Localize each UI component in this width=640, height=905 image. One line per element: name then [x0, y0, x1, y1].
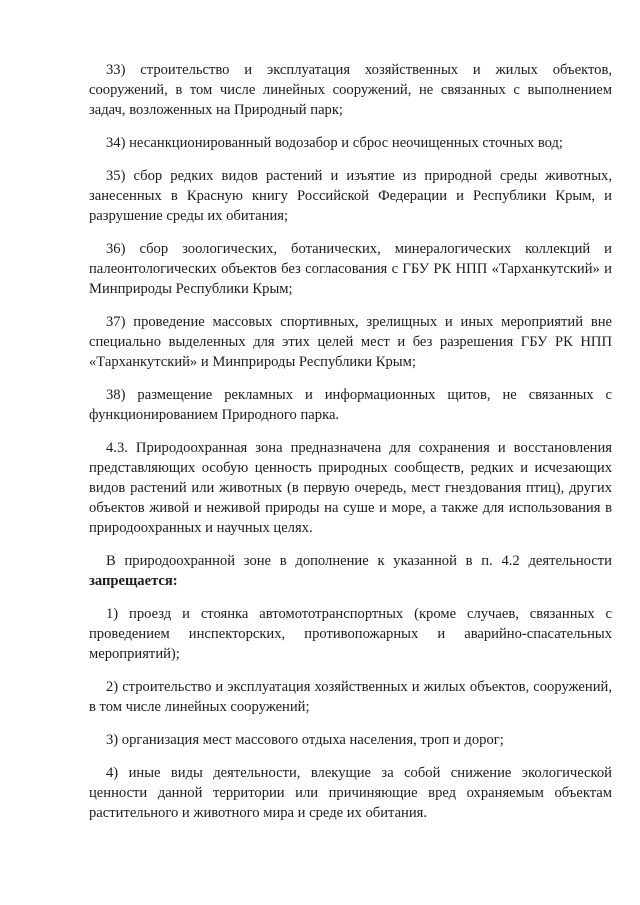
zone-intro-paragraph [89, 551, 612, 591]
list-item-34: 34) несанкционированный водозабор и сброс неочищенных сточных вод; [106, 135, 563, 151]
list-item-38: 38) размещение рекламных и информационных щитов, не связанных с функционированием Природного парка. [89, 387, 612, 423]
zone-intro-text: В природоохранной зоне в дополнение к указанной в п. 4.2 деятельности [106, 553, 612, 569]
zone-list-item-2: 2) строительство и эксплуатация хозяйственных и жилых объектов, сооружений, в том числе линейных сооружений; [89, 679, 612, 715]
zone-list-item-1: 1) проезд и стоянка автомототранспортных (кроме случаев, связанных с проведением инспекторских, противопожарных и аварийно-спасательных мероприятий); [89, 606, 612, 662]
list-item-37: 37) проведение массовых спортивных, зрелищных и иных мероприятий вне специально выделенных для этих целей мест и без разрешения ГБУ РК НПП «Тарханкутский» и Минприроды Республики Крым; [89, 314, 612, 370]
list-item-33: 33) строительство и эксплуатация хозяйственных и жилых объектов, сооружений, в том числе линейных сооружений, не связанных с выполнением задач, возложенных на Природный парк; [89, 62, 612, 118]
document-body [89, 60, 612, 823]
zone-list-item-3: 3) организация мест массового отдыха населения, троп и дорог; [106, 732, 504, 748]
zone-intro-colon: : [172, 573, 178, 589]
list-item-35: 35) сбор редких видов растений и изъятие из природной среды животных, занесенных в Красную книгу Российской Федерации и Республики Крым, и разрушение среды их обитания; [89, 168, 612, 224]
section-4-3-paragraph: 4.3. Природоохранная зона предназначена для сохранения и восстановления представляющих особую ценность природных сообществ, редких и исчезающих видов растений или животных (в первую очередь, мест гнездования птиц), других объектов живой и неживой природы на суше и море, а также для использования в природоохранных и научных целях. [89, 440, 612, 536]
list-item-36: 36) сбор зоологических, ботанических, минералогических коллекций и палеонтологических объектов без согласования с ГБУ РК НПП «Тарханкутский» и Минприроды Республики Крым; [89, 241, 612, 297]
zone-intro-prohibited: запрещается [89, 573, 173, 589]
zone-list-item-4: 4) иные виды деятельности, влекущие за собой снижение экологической ценности данной территории или причиняющие вред охраняемым объектам растительного и животного мира и среде их обитания. [89, 765, 612, 821]
